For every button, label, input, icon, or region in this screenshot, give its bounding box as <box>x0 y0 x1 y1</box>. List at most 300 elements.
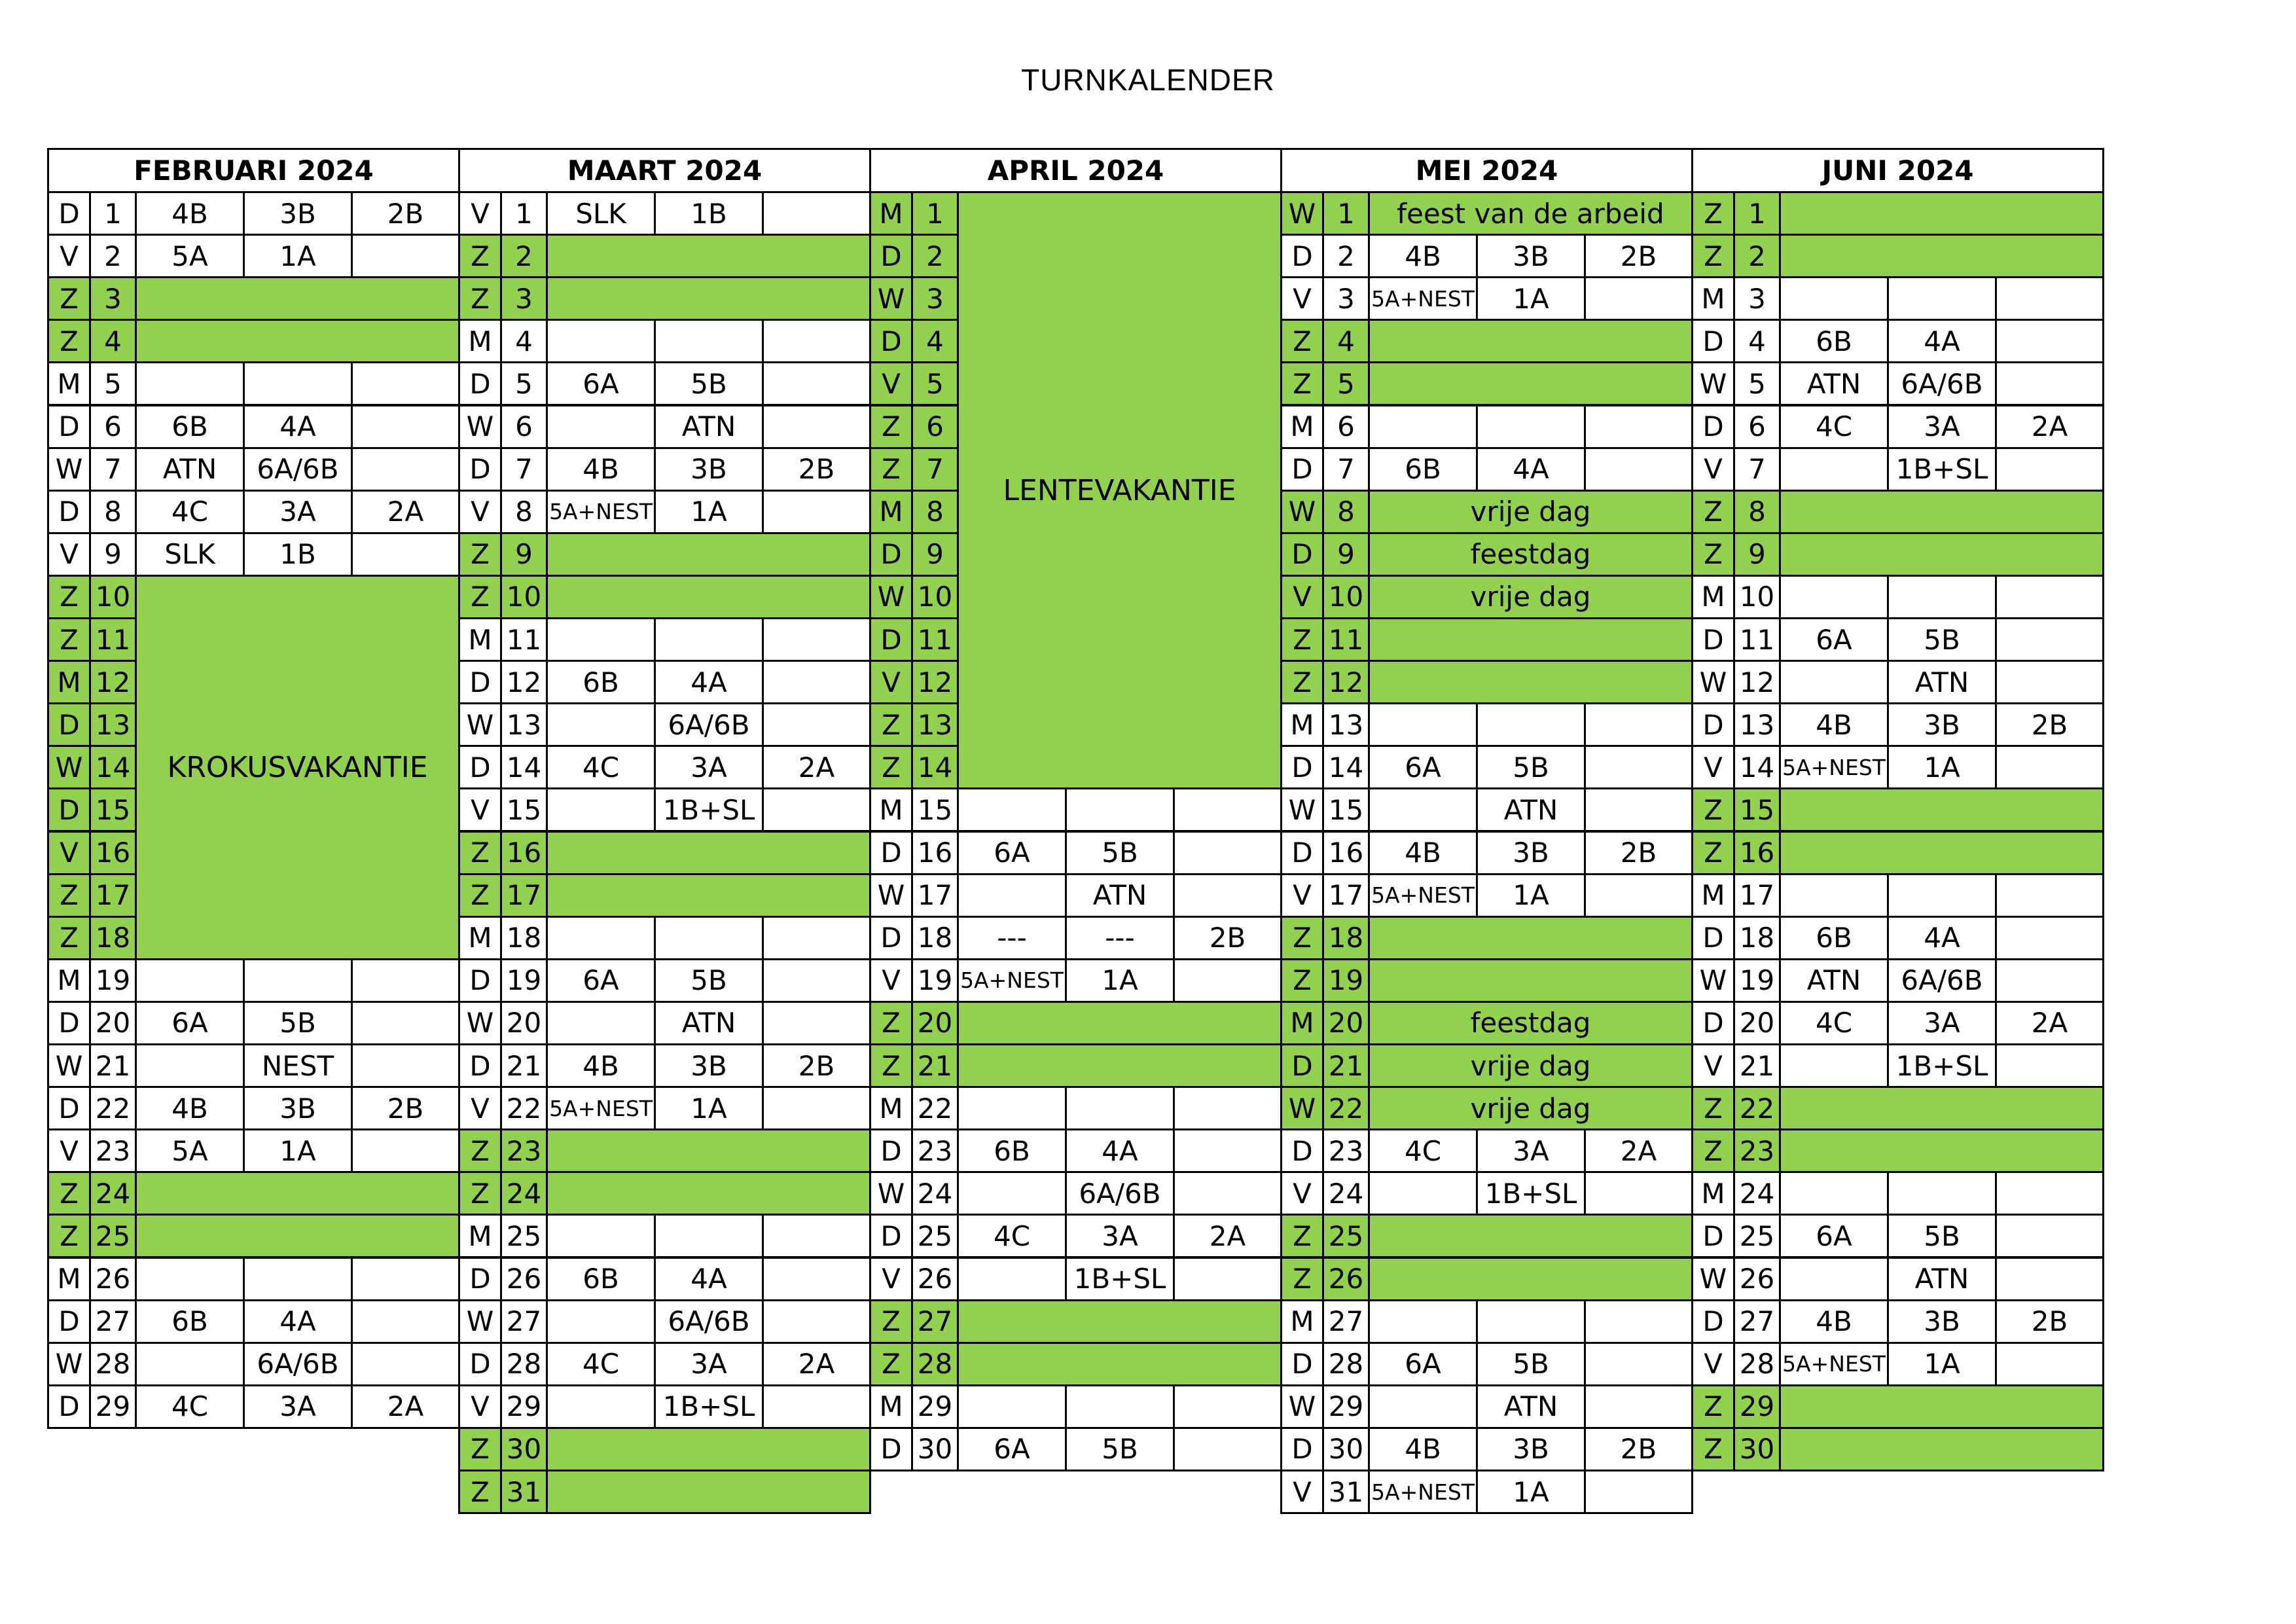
class-cell: 1A <box>1476 1470 1586 1514</box>
class-cell <box>1779 1257 1889 1301</box>
weekday-cell: D <box>869 831 913 875</box>
class-cell <box>762 1086 871 1130</box>
day-number-cell: 16 <box>1733 831 1781 875</box>
class-cell: 1A <box>243 234 353 278</box>
class-cell: 5B <box>1065 831 1175 875</box>
class-cell <box>1476 1299 1586 1344</box>
weekday-cell: M <box>1691 276 1735 321</box>
weekday-cell: Z <box>458 532 502 577</box>
weekday-cell: M <box>869 1384 913 1429</box>
class-cell <box>1476 405 1586 449</box>
weekday-cell: W <box>47 745 91 789</box>
class-cell: 2B <box>1584 831 1693 875</box>
class-cell: 4A <box>243 405 353 449</box>
day-number-cell: 28 <box>89 1342 137 1386</box>
weekday-cell: W <box>47 447 91 492</box>
class-cell: 3A <box>1887 405 1997 449</box>
weekday-cell: M <box>1280 702 1324 747</box>
holiday-cell <box>546 1171 871 1216</box>
weekday-cell: M <box>47 1257 91 1301</box>
day-number-cell: 16 <box>1322 831 1370 875</box>
class-cell: 2A <box>351 1384 460 1429</box>
class-cell: 2B <box>1584 234 1693 278</box>
class-cell <box>1368 1299 1478 1344</box>
day-number-cell: 15 <box>1322 787 1370 832</box>
day-number-cell: 11 <box>1322 617 1370 662</box>
class-cell: 1B+SL <box>1887 447 1997 492</box>
holiday-note-cell: feest van de arbeid <box>1368 191 1693 236</box>
vacation-block: KROKUSVAKANTIE <box>135 575 460 960</box>
day-number-cell: 5 <box>1322 361 1370 406</box>
class-cell <box>1995 660 2104 704</box>
day-number-cell: 27 <box>1733 1299 1781 1344</box>
class-cell: 6A/6B <box>1065 1171 1175 1216</box>
class-cell <box>1995 361 2104 406</box>
class-cell: 2A <box>762 1342 871 1386</box>
class-cell <box>762 1299 871 1344</box>
weekday-cell: D <box>1691 1001 1735 1045</box>
weekday-cell: D <box>47 1299 91 1344</box>
class-cell <box>1584 787 1693 832</box>
class-cell: 1B+SL <box>654 787 764 832</box>
class-cell: ATN <box>654 405 764 449</box>
class-cell: 6A/6B <box>1887 958 1997 1003</box>
holiday-cell <box>546 532 871 577</box>
holiday-cell <box>135 1171 460 1216</box>
day-number-cell: 4 <box>89 319 137 363</box>
class-cell: 6A/6B <box>654 1299 764 1344</box>
day-number-cell: 9 <box>89 532 137 577</box>
holiday-note-cell: feestdag <box>1368 1001 1693 1045</box>
weekday-cell: D <box>869 1214 913 1258</box>
day-number-cell: 25 <box>911 1214 959 1258</box>
class-cell: 2A <box>1173 1214 1282 1258</box>
class-cell: 3A <box>1887 1001 1997 1045</box>
holiday-cell <box>546 575 871 619</box>
weekday-cell: D <box>47 405 91 449</box>
day-number-cell: 3 <box>1322 276 1370 321</box>
class-cell: 5B <box>1065 1427 1175 1471</box>
class-cell <box>1995 447 2104 492</box>
class-cell: 6A <box>546 361 656 406</box>
weekday-cell: D <box>1280 447 1324 492</box>
holiday-cell <box>1779 1427 2104 1471</box>
weekday-cell: Z <box>869 1043 913 1088</box>
day-number-cell: 30 <box>1322 1427 1370 1471</box>
class-cell <box>762 1001 871 1045</box>
class-cell: 4A <box>1887 319 1997 363</box>
day-number-cell: 20 <box>89 1001 137 1045</box>
class-cell: 3B <box>243 191 353 236</box>
holiday-cell <box>1368 617 1693 662</box>
class-cell: 2A <box>762 745 871 789</box>
class-cell: ATN <box>1779 958 1889 1003</box>
class-cell: 6A/6B <box>1887 361 1997 406</box>
month-header-mei: MEI 2024 <box>1280 148 1693 193</box>
weekday-cell: Z <box>1280 1257 1324 1301</box>
day-number-cell: 20 <box>911 1001 959 1045</box>
day-number-cell: 5 <box>89 361 137 406</box>
class-cell <box>957 873 1067 918</box>
class-cell <box>957 1257 1067 1301</box>
weekday-cell: W <box>1280 490 1324 534</box>
day-number-cell: 20 <box>1733 1001 1781 1045</box>
class-cell <box>135 958 245 1003</box>
class-cell <box>1779 873 1889 918</box>
class-cell: 3B <box>654 447 764 492</box>
class-cell <box>762 958 871 1003</box>
weekday-cell: W <box>1691 1257 1735 1301</box>
class-cell: 4B <box>1368 234 1478 278</box>
class-cell: 2B <box>351 1086 460 1130</box>
holiday-cell <box>1779 1086 2104 1130</box>
day-number-cell: 4 <box>911 319 959 363</box>
day-number-cell: 8 <box>1322 490 1370 534</box>
day-number-cell: 6 <box>89 405 137 449</box>
day-number-cell: 20 <box>1322 1001 1370 1045</box>
class-cell: 4C <box>1368 1128 1478 1173</box>
class-cell <box>1995 276 2104 321</box>
class-cell: 3B <box>1476 831 1586 875</box>
day-number-cell: 3 <box>911 276 959 321</box>
class-cell <box>1584 1171 1693 1216</box>
class-cell <box>762 617 871 662</box>
class-cell: 6A <box>135 1001 245 1045</box>
class-cell <box>1995 1043 2104 1088</box>
day-number-cell: 14 <box>89 745 137 789</box>
day-number-cell: 22 <box>89 1086 137 1130</box>
day-number-cell: 15 <box>89 787 137 832</box>
day-number-cell: 18 <box>911 916 959 960</box>
day-number-cell: 9 <box>500 532 548 577</box>
weekday-cell: D <box>47 1086 91 1130</box>
class-cell <box>1173 958 1282 1003</box>
class-cell: 6B <box>546 1257 656 1301</box>
weekday-cell: V <box>458 1384 502 1429</box>
class-cell <box>135 361 245 406</box>
class-cell: 6B <box>135 405 245 449</box>
weekday-cell: Z <box>47 319 91 363</box>
class-cell <box>762 660 871 704</box>
weekday-cell: W <box>869 1171 913 1216</box>
class-cell <box>1779 1171 1889 1216</box>
class-cell: ATN <box>1476 787 1586 832</box>
class-cell <box>1584 1384 1693 1429</box>
day-number-cell: 28 <box>500 1342 548 1386</box>
class-cell <box>1368 1384 1478 1429</box>
weekday-cell: W <box>1691 361 1735 406</box>
day-number-cell: 19 <box>911 958 959 1003</box>
weekday-cell: Z <box>869 1299 913 1344</box>
class-cell: 6A/6B <box>243 1342 353 1386</box>
weekday-cell: D <box>458 1342 502 1386</box>
weekday-cell: D <box>1280 745 1324 789</box>
day-number-cell: 2 <box>1322 234 1370 278</box>
day-number-cell: 7 <box>500 447 548 492</box>
class-cell: 2B <box>1995 1299 2104 1344</box>
day-number-cell: 9 <box>911 532 959 577</box>
class-cell: 6B <box>1368 447 1478 492</box>
weekday-cell: W <box>869 276 913 321</box>
holiday-cell <box>546 831 871 875</box>
class-cell <box>1887 276 1997 321</box>
class-cell: 1A <box>1887 745 1997 789</box>
weekday-cell: V <box>869 361 913 406</box>
weekday-cell: M <box>1691 575 1735 619</box>
day-number-cell: 25 <box>1733 1214 1781 1258</box>
weekday-cell: M <box>1280 405 1324 449</box>
weekday-cell: D <box>869 916 913 960</box>
weekday-cell: V <box>47 234 91 278</box>
holiday-cell <box>957 1001 1282 1045</box>
class-cell: ATN <box>654 1001 764 1045</box>
class-cell: 6A <box>1779 1214 1889 1258</box>
class-cell <box>1995 1257 2104 1301</box>
class-cell <box>1887 1171 1997 1216</box>
class-cell <box>351 1257 460 1301</box>
day-number-cell: 12 <box>1733 660 1781 704</box>
class-cell: ATN <box>135 447 245 492</box>
weekday-cell: D <box>47 702 91 747</box>
class-cell: SLK <box>546 191 656 236</box>
class-cell <box>1173 1257 1282 1301</box>
day-number-cell: 27 <box>500 1299 548 1344</box>
day-number-cell: 29 <box>1733 1384 1781 1429</box>
class-cell: ATN <box>1065 873 1175 918</box>
day-number-cell: 29 <box>1322 1384 1370 1429</box>
weekday-cell: Z <box>458 575 502 619</box>
class-cell <box>1584 1299 1693 1344</box>
day-number-cell: 16 <box>89 831 137 875</box>
day-number-cell: 5 <box>500 361 548 406</box>
weekday-cell: V <box>458 490 502 534</box>
class-cell: 6A <box>957 831 1067 875</box>
day-number-cell: 30 <box>1733 1427 1781 1471</box>
day-number-cell: 2 <box>911 234 959 278</box>
holiday-cell <box>1779 532 2104 577</box>
class-cell <box>762 1384 871 1429</box>
class-cell <box>243 1257 353 1301</box>
class-cell: ATN <box>1887 1257 1997 1301</box>
class-cell <box>1584 1342 1693 1386</box>
day-number-cell: 9 <box>1733 532 1781 577</box>
weekday-cell: V <box>458 191 502 236</box>
class-cell: 3A <box>1065 1214 1175 1258</box>
weekday-cell: V <box>1691 745 1735 789</box>
class-cell: 6B <box>1779 916 1889 960</box>
class-cell <box>351 1342 460 1386</box>
class-cell: 2A <box>351 490 460 534</box>
day-number-cell: 19 <box>89 958 137 1003</box>
month-header-maart: MAART 2024 <box>458 148 871 193</box>
day-number-cell: 18 <box>1733 916 1781 960</box>
class-cell <box>1584 873 1693 918</box>
class-cell: 4B <box>1368 1427 1478 1471</box>
weekday-cell: V <box>1280 1470 1324 1514</box>
weekday-cell: Z <box>1691 787 1735 832</box>
class-cell: 1B+SL <box>654 1384 764 1429</box>
class-cell <box>1779 447 1889 492</box>
class-cell: ATN <box>1779 361 1889 406</box>
weekday-cell: W <box>869 575 913 619</box>
day-number-cell: 18 <box>89 916 137 960</box>
day-number-cell: 25 <box>1322 1214 1370 1258</box>
weekday-cell: Z <box>458 276 502 321</box>
day-number-cell: 3 <box>500 276 548 321</box>
day-number-cell: 26 <box>1733 1257 1781 1301</box>
weekday-cell: Z <box>47 276 91 321</box>
class-cell: 1B+SL <box>1065 1257 1175 1301</box>
weekday-cell: Z <box>1691 191 1735 236</box>
class-cell: 4B <box>1779 1299 1889 1344</box>
class-cell: 3A <box>654 745 764 789</box>
class-cell: 1A <box>1476 276 1586 321</box>
day-number-cell: 26 <box>500 1257 548 1301</box>
day-number-cell: 18 <box>500 916 548 960</box>
weekday-cell: Z <box>1280 916 1324 960</box>
class-cell <box>351 447 460 492</box>
class-cell <box>654 1214 764 1258</box>
class-cell <box>1887 873 1997 918</box>
class-cell: 2B <box>1584 1427 1693 1471</box>
class-cell <box>1173 1427 1282 1471</box>
class-cell: 5A+NEST <box>957 958 1067 1003</box>
day-number-cell: 7 <box>1733 447 1781 492</box>
class-cell <box>1995 1214 2104 1258</box>
day-number-cell: 31 <box>1322 1470 1370 1514</box>
class-cell: 3B <box>654 1043 764 1088</box>
weekday-cell: D <box>869 1128 913 1173</box>
class-cell: 1A <box>654 490 764 534</box>
class-cell <box>1779 276 1889 321</box>
weekday-cell: D <box>1691 617 1735 662</box>
class-cell <box>762 405 871 449</box>
day-number-cell: 7 <box>89 447 137 492</box>
weekday-cell: Z <box>1691 532 1735 577</box>
weekday-cell: Z <box>1280 660 1324 704</box>
day-number-cell: 30 <box>911 1427 959 1471</box>
weekday-cell: D <box>458 745 502 789</box>
weekday-cell: D <box>1280 1043 1324 1088</box>
class-cell: 1A <box>654 1086 764 1130</box>
class-cell <box>546 617 656 662</box>
class-cell <box>1887 575 1997 619</box>
class-cell: 4C <box>135 1384 245 1429</box>
class-cell: 4A <box>1065 1128 1175 1173</box>
class-cell: 2A <box>1584 1128 1693 1173</box>
class-cell <box>1779 575 1889 619</box>
holiday-cell <box>1368 361 1693 406</box>
class-cell <box>1368 702 1478 747</box>
holiday-note-cell: vrije dag <box>1368 1043 1693 1088</box>
weekday-cell: W <box>47 1342 91 1386</box>
class-cell: 5B <box>1887 1214 1997 1258</box>
class-cell <box>135 1257 245 1301</box>
weekday-cell: V <box>47 1128 91 1173</box>
class-cell: 4C <box>546 745 656 789</box>
weekday-cell: D <box>47 1001 91 1045</box>
class-cell: 5B <box>1476 1342 1586 1386</box>
weekday-cell: Z <box>1691 490 1735 534</box>
day-number-cell: 23 <box>1322 1128 1370 1173</box>
class-cell <box>546 1214 656 1258</box>
class-cell: NEST <box>243 1043 353 1088</box>
class-cell: 5A+NEST <box>546 1086 656 1130</box>
class-cell: 3B <box>243 1086 353 1130</box>
class-cell <box>1995 958 2104 1003</box>
weekday-cell: V <box>1280 575 1324 619</box>
weekday-cell: D <box>1691 319 1735 363</box>
class-cell: 6A <box>1779 617 1889 662</box>
weekday-cell: W <box>1280 787 1324 832</box>
weekday-cell: M <box>47 660 91 704</box>
day-number-cell: 11 <box>1733 617 1781 662</box>
day-number-cell: 8 <box>89 490 137 534</box>
class-cell: 1B+SL <box>1476 1171 1586 1216</box>
day-number-cell: 25 <box>89 1214 137 1258</box>
class-cell: 4C <box>957 1214 1067 1258</box>
day-number-cell: 29 <box>500 1384 548 1429</box>
holiday-cell <box>546 1128 871 1173</box>
class-cell: ATN <box>1476 1384 1586 1429</box>
weekday-cell: V <box>47 532 91 577</box>
weekday-cell: D <box>458 447 502 492</box>
day-number-cell: 12 <box>500 660 548 704</box>
class-cell <box>1584 1470 1693 1514</box>
weekday-cell: Z <box>1691 1427 1735 1471</box>
holiday-cell <box>1779 1384 2104 1429</box>
day-number-cell: 25 <box>500 1214 548 1258</box>
weekday-cell: M <box>47 361 91 406</box>
day-number-cell: 5 <box>1733 361 1781 406</box>
weekday-cell: V <box>869 958 913 1003</box>
class-cell: 3B <box>1887 702 1997 747</box>
day-number-cell: 1 <box>1322 191 1370 236</box>
day-number-cell: 24 <box>500 1171 548 1216</box>
day-number-cell: 28 <box>1733 1342 1781 1386</box>
class-cell <box>351 1299 460 1344</box>
day-number-cell: 26 <box>89 1257 137 1301</box>
class-cell: 4A <box>243 1299 353 1344</box>
class-cell: 4C <box>1779 405 1889 449</box>
weekday-cell: V <box>1691 1342 1735 1386</box>
holiday-cell <box>1368 1214 1693 1258</box>
class-cell: 6A <box>957 1427 1067 1471</box>
class-cell: 4B <box>1779 702 1889 747</box>
day-number-cell: 22 <box>911 1086 959 1130</box>
vacation-block: LENTEVAKANTIE <box>957 191 1282 789</box>
day-number-cell: 4 <box>500 319 548 363</box>
class-cell <box>762 191 871 236</box>
day-number-cell: 5 <box>911 361 959 406</box>
class-cell: --- <box>1065 916 1175 960</box>
weekday-cell: V <box>458 787 502 832</box>
weekday-cell: D <box>47 787 91 832</box>
day-number-cell: 13 <box>89 702 137 747</box>
class-cell <box>1584 745 1693 789</box>
holiday-cell <box>1779 234 2104 278</box>
day-number-cell: 10 <box>1322 575 1370 619</box>
weekday-cell: M <box>869 1086 913 1130</box>
day-number-cell: 15 <box>911 787 959 832</box>
holiday-cell <box>546 873 871 918</box>
weekday-cell: V <box>1280 1171 1324 1216</box>
weekday-cell: Z <box>1691 1128 1735 1173</box>
class-cell: 6A <box>1368 745 1478 789</box>
class-cell <box>1173 1171 1282 1216</box>
weekday-cell: V <box>1691 1043 1735 1088</box>
weekday-cell: Z <box>47 617 91 662</box>
